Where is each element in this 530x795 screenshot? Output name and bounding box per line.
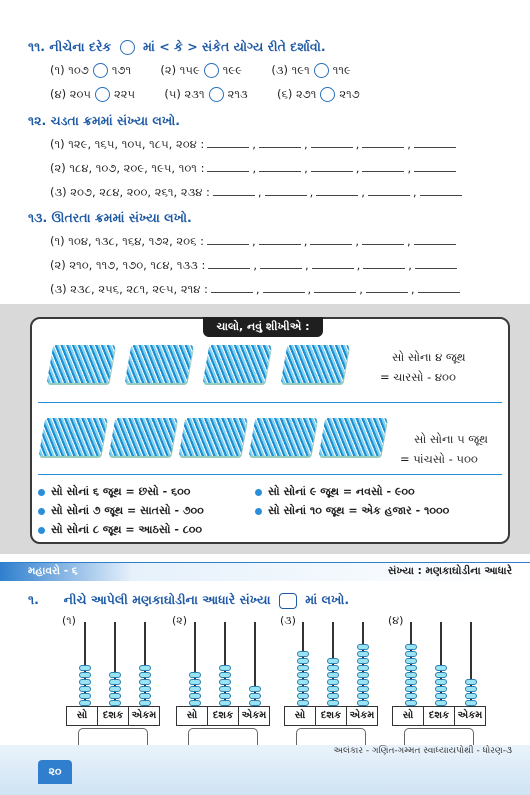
abacus-bead [465,693,477,699]
q11-item: ૨૧૭ [339,87,360,101]
abacus-bead [219,693,231,699]
answer-blank[interactable] [418,283,460,293]
abacus-bead [297,651,309,657]
q11-item: (૧) ૧૦૭ [50,63,89,77]
answer-circle[interactable] [204,63,219,78]
practice-topic: સંખ્યા : મણકાઘોડીના આધારે [387,565,512,577]
abacus-bead [249,686,261,692]
answer-circle[interactable] [209,87,224,102]
abacus-bead [79,665,91,671]
q12-row: (૨) ૧૮૪, ૧૦૭, ૨૦૯, ૧૯૫, ૧૦૧ : , , , , [50,161,459,176]
place-value-label: દશક [424,707,455,725]
abacus-bead [297,679,309,685]
q13-row: (૨) ૨૧૦, ૧૧૭, ૧૭૦, ૧૮૪, ૧૩૩ : , , , , [50,258,460,273]
q12-numbers: (૩) ૨૦૭, ૨૮૪, ૨૦૦, ૨૬૧, ૨૩૪ : [50,185,210,199]
answer-blank[interactable] [213,186,255,196]
answer-circle[interactable] [314,63,329,78]
abacus-bead [357,651,369,657]
answer-blank[interactable] [259,138,301,148]
abacus-bead [327,665,339,671]
answer-blank[interactable] [207,162,249,172]
q13-title: ૧૩. ઊતરતા ક્રમમાં સંખ્યા લખો. [28,210,192,225]
hundreds-bundle-icon [125,345,194,383]
q1-text: નીચે આપેલી મણકાઘોડીના આધારે સંખ્યા [63,592,271,607]
four-groups-value: = ચારસો - ૪૦૦ [380,370,456,384]
abacus-bead [139,665,151,671]
four-groups-label: સો સોના ૪ જૂથ [392,350,466,364]
abacus-bead [219,672,231,678]
fact-item [255,485,415,499]
five-groups-value: = પાંચસો - ૫૦૦ [400,452,478,466]
abacus-bead [79,693,91,699]
q12-row: (૧) ૧૨૯, ૧૬૫, ૧૦૫, ૧૮૫, ૨૦૪ : , , , , [50,137,459,152]
q11-item: (૪) ૨૦૫ [50,87,91,101]
hundreds-bundle-icon [39,418,108,456]
abacus-bead [357,679,369,685]
q11-item: ૧૭૧ [111,63,132,77]
abacus-bead [435,665,447,671]
abacus-bead [465,686,477,692]
abacus-bead [79,686,91,692]
q13-numbers: (૨) ૨૧૦, ૧૧૭, ૧૭૦, ૧૮૪, ૧૩૩ : [50,258,206,272]
q11-row-2 [50,87,360,102]
q12-numbers: (૨) ૧૮૪, ૧૦૭, ૨૦૯, ૧૯૫, ૧૦૧ : [50,161,205,175]
hundreds-bundle-icon [203,345,272,383]
abacus-bead [297,658,309,664]
abacus-bead [357,665,369,671]
abacus-bead [327,658,339,664]
abacus-bead [327,679,339,685]
q13-row: (૧) ૧૦૪, ૧૩૮, ૧૬૪, ૧૭૨, ૨૦૬ : , , , , [50,234,459,249]
learn-banner: ચાલો, નવું શીખીએ : [203,317,323,337]
fact-item [38,485,190,499]
footer-credit: અલંકાર - ગણિત-ગમ્મત સ્વાધ્યાયપોથી - ધોરણ-૩ [333,746,512,756]
answer-blank[interactable] [312,259,354,269]
answer-box-icon [279,593,297,609]
answer-blank[interactable] [311,162,353,172]
abacus-bead [357,658,369,664]
abacus-bead [139,679,151,685]
abacus-bead [109,679,121,685]
abacus-bead [109,672,121,678]
answer-circle[interactable] [320,87,335,102]
q11-item: (૩) ૧૯૧ [271,63,310,77]
bullet-icon [38,489,45,496]
answer-blank[interactable] [366,283,408,293]
q12-title: ૧૨. ચડતા ક્રમમાં સંખ્યા લખો. [28,113,180,128]
hundreds-bundle-icon [47,345,116,383]
q11-title-text: ૧૧. નીચેના દરેક [28,39,112,54]
place-value-label: એકમ [457,710,483,721]
answer-blank[interactable] [316,186,358,196]
abacus-bead [79,672,91,678]
abacus-bead [139,686,151,692]
fact-text: સો સોનાં ૭ જૂથ = સાતસો - ૭૦૦ [51,504,204,517]
q11-item: (૫) ૨૩૧ [164,87,205,101]
abacus-bead [139,693,151,699]
fact-text: સો સોનાં ૯ જૂથ = નવસો - ૯૦૦ [268,485,415,498]
place-value-label: એકમ [131,710,157,721]
fact-text: સો સોનાં ૧૦ જૂથ = એક હજાર - ૧૦૦૦ [268,504,450,517]
answer-blank[interactable] [207,138,249,148]
abacus-bead [109,693,121,699]
q11-item: ૨૨૫ [114,87,136,101]
abacus-bead [357,686,369,692]
abacus-label: (૪) [388,614,404,627]
answer-blank[interactable] [259,162,301,172]
q13-numbers: (૩) ૨૩૮, ૨૫૬, ૨૮૧, ૨૯૫, ૨૧૪ : [50,282,208,296]
answer-blank[interactable] [207,235,249,245]
practice-q1 [28,592,349,609]
place-value-label: સો [285,707,316,725]
q1-number: ૧. [28,592,39,607]
answer-blank[interactable] [420,186,462,196]
answer-blank[interactable] [362,235,404,245]
answer-blank[interactable] [414,138,456,148]
abacus-label: (૧) [62,614,76,627]
abacus-label: (૩) [280,614,296,627]
bullet-icon [255,508,262,515]
hundreds-bundle-icon [249,418,318,456]
abacus-base [66,706,160,726]
fact-item [255,504,449,518]
abacus-bead [297,665,309,671]
abacus-bead [357,672,369,678]
q13-row: (૩) ૨૩૮, ૨૫૬, ૨૮૧, ૨૯૫, ૨૧૪ : , , , , [50,282,463,297]
answer-blank[interactable] [265,186,307,196]
q11-row-1 [50,63,351,78]
abacus-bead [405,651,417,657]
abacus-bead [219,665,231,671]
q11-title [28,39,326,55]
fact-item [38,504,204,518]
abacus-bead [405,679,417,685]
fact-item [38,523,202,537]
bullet-icon [255,489,262,496]
bullet-icon [38,508,45,515]
abacus-bead [405,658,417,664]
place-value-label: દશક [98,707,129,725]
divider [38,474,502,475]
abacus-base [284,706,378,726]
page-number: ૨૦ [38,760,72,784]
answer-blank[interactable] [368,186,410,196]
q11-item: ૧૯૯ [222,63,243,77]
answer-blank[interactable] [310,235,352,245]
divider [38,402,502,403]
abacus-bead [435,679,447,685]
abacus-bead [405,665,417,671]
q11-item: (૨) ૧૫૯ [160,63,200,77]
abacus-bead [405,644,417,650]
hundreds-bundle-icon [281,345,350,383]
abacus-bead [405,686,417,692]
place-value-label: એકમ [241,710,267,721]
place-value-label: દશક [316,707,347,725]
abacus-bead [297,672,309,678]
abacus-bead [435,693,447,699]
q12-numbers: (૧) ૧૨૯, ૧૬૫, ૧૦૫, ૧૮૫, ૨૦૪ : [50,137,205,151]
abacus-bead [357,644,369,650]
abacus-bead [357,693,369,699]
practice-tag: મહાવરો - ૬ [28,565,78,577]
abacus-bead [297,686,309,692]
q11-item: ૨૧૩ [227,87,248,101]
abacus-bead [219,686,231,692]
answer-blank[interactable] [362,138,404,148]
place-value-label: સો [67,707,98,725]
abacus-bead [109,686,121,692]
hundreds-bundle-icon [109,418,178,456]
abacus-bead [139,672,151,678]
abacus-bead [465,679,477,685]
abacus-bead [249,693,261,699]
q1-suffix: માં લખો. [305,592,350,607]
answer-blank[interactable] [260,259,302,269]
abacus-bead [435,672,447,678]
answer-blank[interactable] [415,259,457,269]
five-groups-label: સો સોના ૫ જૂથ [414,432,488,446]
place-value-label: દશક [208,707,239,725]
answer-circle[interactable] [93,63,108,78]
abacus-bead [327,686,339,692]
abacus-bead [405,672,417,678]
answer-blank[interactable] [259,235,301,245]
fact-text: સો સોનાં ૮ જૂથ = આઠસો - ૮૦૦ [51,523,203,536]
answer-blank[interactable] [311,138,353,148]
abacus-bead [189,679,201,685]
abacus-bead [189,686,201,692]
q11-title-text2: માં < કે > સંકેત યોગ્ય રીતે દર્શાવો. [142,39,326,54]
place-value-label: સો [393,707,424,725]
abacus-bead [297,693,309,699]
q13-numbers: (૧) ૧૦૪, ૧૩૮, ૧૬૪, ૧૭૨, ૨૦૬ : [50,234,205,248]
compare-circle-icon [120,40,135,55]
answer-blank[interactable] [211,283,253,293]
hundreds-bundle-icon [319,418,388,456]
answer-blank[interactable] [414,235,456,245]
abacus-bead [327,672,339,678]
abacus-bead [405,693,417,699]
abacus-bead [327,693,339,699]
abacus-bead [79,679,91,685]
abacus-label: (૨) [172,614,188,627]
q11-item: ૧૧૯ [332,63,351,77]
answer-blank[interactable] [263,283,305,293]
place-value-label: એકમ [349,710,375,721]
answer-blank[interactable] [208,259,250,269]
answer-blank[interactable] [414,162,456,172]
answer-circle[interactable] [95,87,110,102]
bullet-icon [38,527,45,534]
answer-blank[interactable] [363,259,405,269]
abacus-base [176,706,270,726]
abacus-bead [219,679,231,685]
abacus-bead [189,672,201,678]
answer-blank[interactable] [314,283,356,293]
hundreds-bundle-icon [179,418,248,456]
q12-row: (૩) ૨૦૭, ૨૮૪, ૨૦૦, ૨૬૧, ૨૩૪ : , , , , [50,185,465,200]
abacus-bead [189,693,201,699]
abacus-bead [435,686,447,692]
place-value-label: સો [177,707,208,725]
q11-item: (૬) ૨૭૧ [276,87,317,101]
answer-blank[interactable] [362,162,404,172]
fact-text: સો સોનાં ૬ જૂથ = છસો - ૬૦૦ [51,485,191,498]
abacus-base [392,706,486,726]
